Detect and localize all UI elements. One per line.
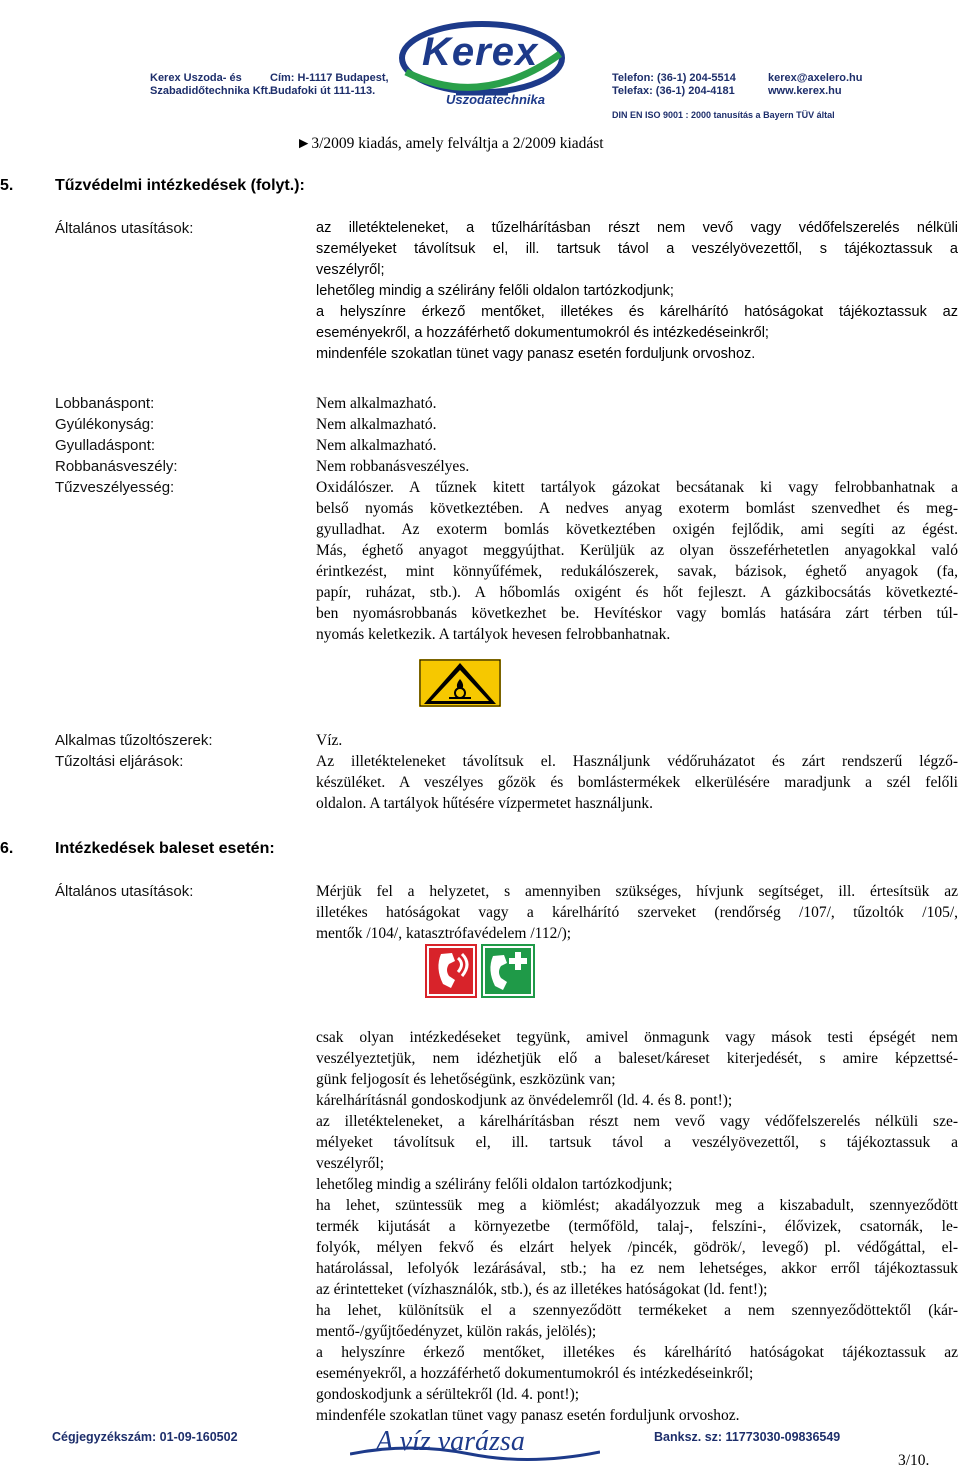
oxidizer-pictogram xyxy=(419,659,501,707)
text-line: az illetékteleneket, a tűzelhárításban részt nem vevő vagy védőfelszerelés nélküli xyxy=(316,220,958,236)
ignition-point-label: Gyulladáspont: xyxy=(55,437,156,454)
emergency-pictograms xyxy=(425,944,535,998)
text-line: oldalon. A tartályok hűtésére vízpermetet használjunk. xyxy=(316,795,654,812)
firefighting-procedure-label: Tűzoltási eljárások: xyxy=(55,753,184,770)
text-line: nyomás keletkezik. A tartályok hevesen felrobbanhatnak. xyxy=(316,626,671,643)
letterhead xyxy=(0,0,960,125)
fax-number: Telefax: (36-1) 204-4181 xyxy=(612,85,735,97)
address-line-2: Budafoki út 111-113. xyxy=(270,85,376,97)
property-values xyxy=(316,393,958,645)
text-line: folyók, mélyen fekvő és elzárt helyek /pincék, gödrök/, levegő) pl. védőgáttal, el- xyxy=(316,1239,958,1256)
text-line: lehetőleg mindig a szélirány felőli oldalon tartózkodjunk; xyxy=(316,283,674,299)
text-line: termék kijutását a környezetbe (termőföld, talaj-, felszíni-, élővizek, csatornák, le- xyxy=(316,1218,958,1235)
text-line: ben nyomásrobbanás következhet be. Hevítéskor vagy bomlás hatására zárt térben túl- xyxy=(316,605,958,622)
section-5-number: 5. xyxy=(0,177,14,194)
slogan-block xyxy=(350,1424,600,1468)
explosion-hazard-value: Nem robbanásveszélyes. xyxy=(316,458,470,475)
property-labels xyxy=(55,393,178,498)
text-line: günk feljogosít és lehetőségünk, eszközünk van; xyxy=(316,1071,616,1088)
ignition-point-value: Nem alkalmazható. xyxy=(316,437,437,454)
logo-text: Kerex xyxy=(422,30,539,74)
text-line: az érintetteket (vízhasználók, stb.), és az illetékes hatóságokat (ld. fent!); xyxy=(316,1281,768,1298)
fire-hazard-label: Tűzveszélyesség: xyxy=(55,479,175,496)
text-line: készüléket. A veszélyes gőzök és bomlástermékek elkerülésére maradjunk a szél felőli xyxy=(316,774,958,791)
web-block xyxy=(768,72,863,98)
extinguisher-values xyxy=(316,730,958,814)
text-line: ha lehet, különítsük el a szennyeződött termékeket a nem szennyeződöttektől (kár- xyxy=(316,1302,958,1319)
text-line: mentő-/gyűjtőedényzet, külön rakás, jelölés); xyxy=(316,1323,597,1340)
s5-general-label: Általános utasítások: xyxy=(55,220,194,237)
text-line: Más, éghető anyagot meggyújthat. Kerüljük az olyan összeférhetetlen anyagokkal való xyxy=(316,542,958,559)
text-line: papír, ruházat, stb.). A hőbomlás oxigént és hőt fejleszt. A gázkibocsátás következté- xyxy=(316,584,958,601)
text-line: veszélyről; xyxy=(316,262,385,278)
text-line: személyeket távolítsuk el, ill. tartsuk távol a veszélyövezettől, s tájékoztassuk a xyxy=(316,241,958,257)
text-line: mélyeket távolítsuk el, ill. tartsuk távol a veszélyövezettől, s tájékoztassuk a xyxy=(316,1134,958,1151)
section-6-title: Intézkedések baleset esetén: xyxy=(55,840,275,857)
text-line: csak olyan intézkedéseket tegyünk, amivel önmagunk vagy mások testi épségét nem xyxy=(316,1029,958,1046)
text-line: Az illetékteleneket távolítsuk el. Használjunk védőruházatot és zárt rendszerű légző- xyxy=(316,753,958,770)
section-6-number: 6. xyxy=(0,840,14,857)
explosion-hazard-label: Robbanásveszély: xyxy=(55,458,178,475)
text-line: határolással, lefolyók lezárásával, stb.; ha ez nem lehetséges, akkor erről tájékoztassuk xyxy=(316,1260,958,1277)
text-line: mentők /104/, katasztrófavédelem /112/); xyxy=(316,925,572,942)
oxidizer-icon xyxy=(419,659,501,707)
website: www.kerex.hu xyxy=(768,85,842,97)
company-line-2: Szabadidőtechnika Kft. xyxy=(150,85,272,97)
logo-subtitle: Uszodatechnika xyxy=(446,92,545,107)
company-name xyxy=(150,72,271,98)
text-line: gyulladhat. Az exoterm bomlás következtében oxigén fejlődik, ami segíti az égést. xyxy=(316,521,958,538)
extinguisher-labels xyxy=(55,730,213,772)
section-5-title: Tűzvédelmi intézkedések (folyt.): xyxy=(55,177,305,194)
text-line: ha lehet, szüntessük meg a kiömlést; akadályozzuk meg a kiszabadult, szennyeződött xyxy=(316,1197,958,1214)
text-line: lehetőleg mindig a szélirány felőli oldalon tartózkodjunk; xyxy=(316,1176,673,1193)
first-aid-phone-icon xyxy=(481,944,535,998)
text-line: belső nyomás következtében. A nedves anyag exoterm bomlást szenvedhet és meg- xyxy=(316,500,958,517)
flammability-value: Nem alkalmazható. xyxy=(316,416,437,433)
text-line: Oxidálószer. A tűznek kitett tartályok gázokat becsátanak ki vagy felrobbanhatnak a xyxy=(316,479,958,496)
text-line: a helyszínre érkező mentőket, illetékes és kárelhárító hatóságokat tájékoztassuk az xyxy=(316,1344,958,1361)
phone-number: Telefon: (36-1) 204-5514 xyxy=(612,72,736,84)
text-line: a helyszínre érkező mentőket, illetékes és kárelhárító hatóságokat tájékoztassuk az xyxy=(316,304,958,320)
s6-body-text xyxy=(316,1027,958,1426)
text-line: Mérjük fel a helyzetet, s amennyiben szükséges, hívjunk segítséget, ill. értesítsük az xyxy=(316,883,958,900)
section-6-heading xyxy=(0,838,275,859)
text-line: veszélyről; xyxy=(316,1155,385,1172)
iso-certification: DIN EN ISO 9001 : 2000 tanusítás a Bayern TÜV által xyxy=(612,110,835,120)
address-line-1: Cím: H-1117 Budapest, xyxy=(270,72,389,84)
company-line-1: Kerex Uszoda- és xyxy=(150,72,242,84)
text-line: illetékes hatóságokat vagy a kárelhárító szerveket (rendőrség /107/, tűzoltók /105/, xyxy=(316,904,958,921)
section-5-heading xyxy=(0,175,305,196)
extinguishing-media-value: Víz. xyxy=(316,732,343,749)
kerex-logo xyxy=(396,14,568,114)
s6-intro-text xyxy=(316,881,958,944)
text-line: eseményekről, a hozzáférhető dokumentumokról és intézkedéseinkről; xyxy=(316,1365,754,1382)
s5-general-text xyxy=(316,218,958,365)
text-line: veszélyeztetjük, nem idézhetjük elő a baleset/káreset kiterjedését, s amire képzettsé- xyxy=(316,1050,958,1067)
slogan-text: A víz varázsa xyxy=(376,1426,525,1457)
text-line: gondoskodjunk a sérültekről (ld. 4. pont!); xyxy=(316,1386,580,1403)
text-line: az illetékteleneket, a kárelhárításban részt nem vevő vagy védőfelszerelés nélküli sze- xyxy=(316,1113,958,1130)
text-line: mindenféle szokatlan tünet vagy panasz esetén forduljunk orvoshoz. xyxy=(316,346,756,362)
text-line: eseményekről, a hozzáférhető dokumentumokról és intézkedéseinkről; xyxy=(316,325,769,341)
contact-block xyxy=(612,72,736,98)
flash-point-label: Lobbanáspont: xyxy=(55,395,155,412)
company-address xyxy=(270,72,389,98)
text-line: kárelhárításnál gondoskodjunk az önvédelemről (ld. 4. és 8. pont!); xyxy=(316,1092,733,1109)
flammability-label: Gyúlékonyság: xyxy=(55,416,155,433)
s6-general-label: Általános utasítások: xyxy=(55,883,194,900)
company-registration: Cégjegyzékszám: 01-09-160502 xyxy=(52,1430,238,1444)
extinguishing-media-label: Alkalmas tűzoltószerek: xyxy=(55,732,213,749)
page-number: 3/10. xyxy=(898,1452,930,1469)
bank-account: Banksz. sz: 11773030-09836549 xyxy=(654,1430,841,1444)
flash-point-value: Nem alkalmazható. xyxy=(316,395,437,412)
email-address: kerex@axelero.hu xyxy=(768,72,863,84)
edition-note: ►3/2009 kiadás, amely felváltja a 2/2009 kiadást xyxy=(296,135,604,152)
text-line: érintkezést, mint könnyűfémek, redukálószerek, savak, bázisok, éghető anyagok (fa, xyxy=(316,563,958,580)
text-line: mindenféle szokatlan tünet vagy panasz esetén forduljunk orvoshoz. xyxy=(316,1407,740,1424)
